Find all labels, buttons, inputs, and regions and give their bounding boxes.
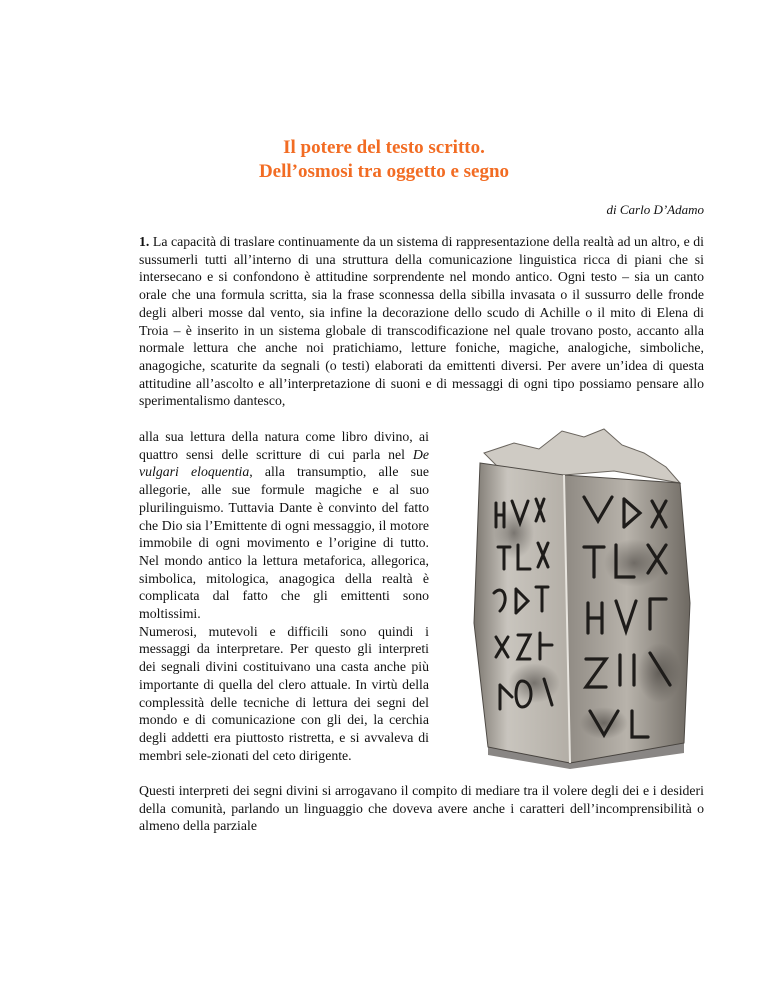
wrapped-paragraph-2: Numerosi, mutevoli e difficili sono quindi i messaggi da interpretare. Per questo gli interpreti dei segnali divini costituivano una casta anche più importante di quella del clero attuale. In virtù della complessità delle tecniche di lettura dei segni del mondo e di comunicazione con gli dei, la cerchia degli addetti era piuttosto ristretta, e si avvaleva di membri sele-zionati del ceto dirigente. [139,623,429,763]
document-title [0,136,768,184]
wrapped-text-before-italic: alla sua lettura della natura come libro divino, ai quattro sensi delle scritture di cui parla nel [139,429,429,462]
closing-paragraph [139,782,704,835]
wrapped-text-after-italic: , alla transumptio, alle sue allegorie, alle sue formule magiche e al suo plurilinguismo. Tuttavia Dante è convinto del fatto che Dio sia l’Emittente di ogni messaggio, il motore immobile di ogni movimento e l’origine di tutto. Nel mondo antico la lettura metaforica, allegorica, simbolica, mitologica, anagogica della realtà è complicata dal fatto che gli emittenti sono moltissimi. [139,464,430,622]
italic-title-reference: De vulgari eloquentia [139,446,429,480]
intro-paragraph [139,233,704,410]
paragraph-number: 1. [139,234,150,249]
title-line-1: Il potere del testo scritto. [283,137,485,158]
author-byline: di Carlo D’Adamo [606,202,704,217]
intro-text: La capacità di traslare continuamente da un sistema di rappresentazione della realtà ad un altro, e di sussumerli tutti all’interno di una struttura della comunicazione linguistica ricca di piani che si intersecano e si confondono è attitudine sorprendente nel mondo antico. Ogni testo – sia un canto orale che una formula scritta, sia la frase sconnessa della sibilla invasata o il sussurro delle fronde degli alberi mosse dal vento, sia infine la decorazione dello scudo di Achille o il mito di Elena di Troia – è inserito in un sistema globale di transcodificazione nel quale trovano posto, accanto alla normale lettura che anche noi pratichiamo, letture foniche, magiche, analogiche, simboliche, anagogiche, scaturite da segnali (o testi) elaborati da emittenti diversi. Per avere un’idea di questa attitudine all’ascolto e all’interpretazione di suoni e di messaggi di ogni tipo possiamo pensare allo sperimentalismo dantesco, [139,234,705,409]
inscribed-stone-stele-photo [444,423,704,771]
wrapped-paragraph-1 [139,428,429,623]
closing-text: Questi interpreti dei segni divini si arrogavano il compito di mediare tra il volere degli dei e i desideri della comunità, parlando un linguaggio che doveva avere anche i caratteri dell’incomprensibilità o almeno della parziale [139,783,704,834]
title-line-2: Dell’osmosi tra oggetto e segno [258,161,510,182]
wrapped-text-column [139,428,429,764]
